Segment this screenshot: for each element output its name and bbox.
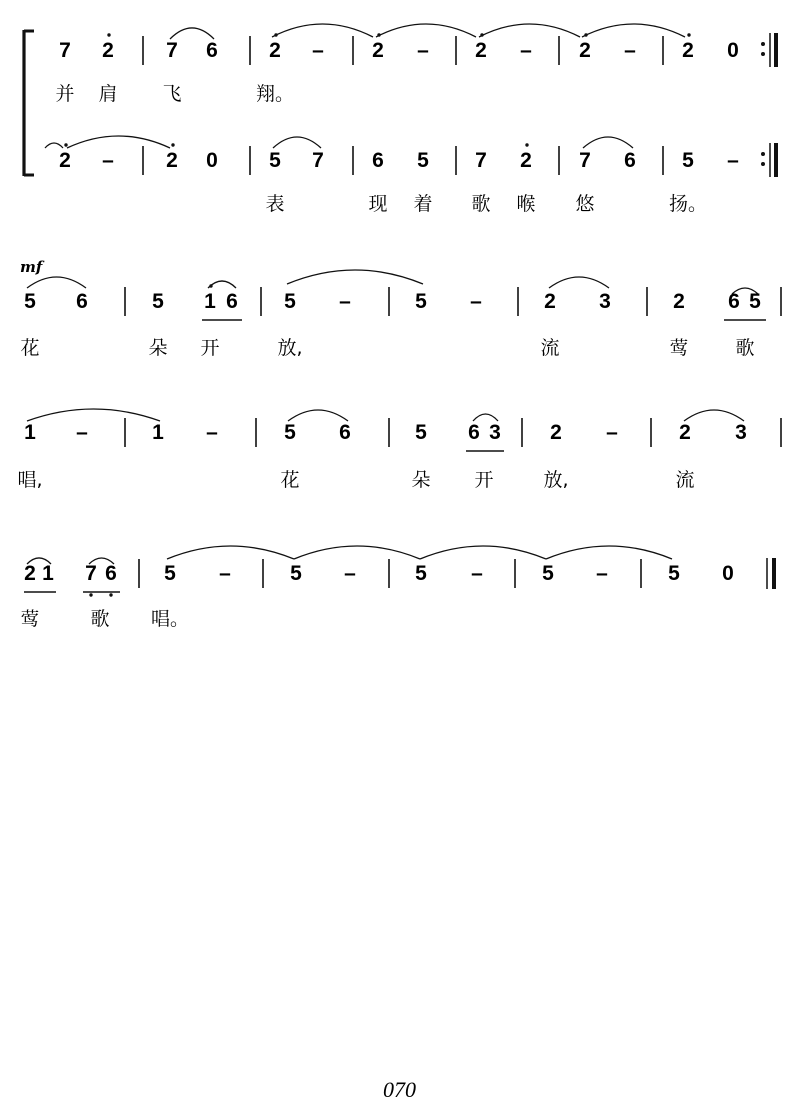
note: – [344, 562, 356, 585]
note: 6 [105, 562, 117, 585]
slur [67, 136, 170, 148]
note: 5 [415, 562, 427, 585]
note: – [417, 39, 429, 62]
note: – [312, 39, 324, 62]
note: 5 [749, 290, 761, 313]
note: 5 [417, 149, 429, 172]
note: 2 [475, 39, 487, 62]
note: 5 [415, 290, 427, 313]
note: 5 [24, 290, 36, 313]
note: 7 [312, 149, 324, 172]
octave-dot-above [274, 33, 277, 36]
note: 6 [468, 421, 480, 444]
note: 5 [284, 290, 296, 313]
note: 5 [682, 149, 694, 172]
note: 3 [599, 290, 611, 313]
slur [583, 137, 633, 148]
note: 1 [42, 562, 54, 585]
note: – [596, 562, 608, 585]
note: 6 [226, 290, 238, 313]
lyric: 表 [265, 193, 285, 215]
note: 2 [679, 421, 691, 444]
lyric: 歌 [735, 337, 755, 359]
note: 5 [542, 562, 554, 585]
slur [273, 137, 321, 148]
octave-dot-above [377, 33, 380, 36]
slur [167, 546, 294, 559]
octave-dot-above [584, 33, 587, 36]
note: 0 [727, 39, 739, 62]
note: 7 [166, 39, 178, 62]
note: 6 [206, 39, 218, 62]
repeat-dot [761, 162, 765, 166]
slur [288, 410, 348, 421]
slur [684, 410, 744, 421]
octave-dot-below [89, 593, 92, 596]
note: 6 [339, 421, 351, 444]
note: 5 [290, 562, 302, 585]
note: 2 [579, 39, 591, 62]
slur [27, 277, 86, 288]
note: 6 [624, 149, 636, 172]
note: – [471, 562, 483, 585]
note: 1 [24, 421, 36, 444]
note: 5 [164, 562, 176, 585]
lyric: 喉 [516, 193, 536, 215]
note: 2 [102, 39, 114, 62]
note: 2 [682, 39, 694, 62]
lyric: 花 [280, 469, 300, 491]
note: – [624, 39, 636, 62]
lyric: 朵 [148, 337, 168, 359]
repeat-dot [761, 42, 765, 46]
lyric: 悠 [575, 193, 595, 215]
note: – [339, 290, 351, 313]
repeat-dot [761, 152, 765, 156]
note: 5 [668, 562, 680, 585]
lyric: 开 [474, 469, 494, 491]
lyric: 花 [20, 337, 40, 359]
lyric: 肩 [98, 83, 118, 105]
note: 0 [722, 562, 734, 585]
note: – [727, 149, 739, 172]
note: 2 [372, 39, 384, 62]
slur [479, 24, 580, 37]
note: 5 [284, 421, 296, 444]
lyric: 流 [675, 469, 695, 491]
note: 5 [269, 149, 281, 172]
note: 3 [489, 421, 501, 444]
note: 1 [152, 421, 164, 444]
note: 2 [166, 149, 178, 172]
staff-structure [24, 24, 776, 592]
slur [549, 277, 609, 288]
page-number: 070 [383, 1077, 416, 1102]
octave-dot-above [64, 143, 67, 146]
octave-dot-above [525, 143, 528, 146]
note: 0 [206, 149, 218, 172]
lyric: 飞 [162, 83, 182, 105]
slur [376, 24, 476, 37]
note: 3 [735, 421, 747, 444]
note: 5 [152, 290, 164, 313]
notes-layer [24, 33, 781, 596]
note: – [76, 421, 88, 444]
octave-dot-above [687, 33, 690, 36]
note: 6 [372, 149, 384, 172]
lyric: 放, [277, 337, 303, 359]
note: 2 [269, 39, 281, 62]
slur [546, 546, 672, 559]
lyric: 莺 [669, 337, 689, 359]
octave-dot-above [480, 33, 483, 36]
lyrics-layer [17, 83, 754, 630]
lyric: 唱, [17, 469, 43, 491]
note: 7 [59, 39, 71, 62]
note: – [206, 421, 218, 444]
lyric: 现 [368, 193, 388, 215]
slur [287, 270, 423, 284]
lyric: 扬。 [668, 193, 708, 215]
note: 2 [550, 421, 562, 444]
octave-dot-above [209, 284, 212, 287]
octave-dot-below [109, 593, 112, 596]
lyric: 唱。 [150, 608, 190, 630]
dynamic-mark-mf: mf [20, 258, 43, 276]
slur [45, 143, 63, 148]
slur [582, 24, 685, 37]
note: 7 [579, 149, 591, 172]
lyric: 流 [540, 337, 560, 359]
octave-dot-above [107, 33, 110, 36]
note: 7 [85, 562, 97, 585]
note: 5 [415, 421, 427, 444]
note: 2 [544, 290, 556, 313]
lyric: 并 [55, 83, 75, 105]
note: – [470, 290, 482, 313]
lyric: 着 [413, 193, 433, 215]
repeat-dot [761, 52, 765, 56]
slur [27, 409, 160, 421]
note: 2 [520, 149, 532, 172]
octave-dot-above [171, 143, 174, 146]
lyric: 翔。 [255, 83, 295, 105]
lyric: 开 [200, 337, 220, 359]
note: 6 [76, 290, 88, 313]
lyric: 歌 [471, 193, 491, 215]
slur [170, 28, 214, 39]
slur [272, 24, 373, 37]
lyric: 放, [543, 469, 569, 491]
lyric: 莺 [20, 608, 40, 630]
slur [473, 414, 498, 421]
note: – [219, 562, 231, 585]
note: – [606, 421, 618, 444]
note: 2 [673, 290, 685, 313]
slur [420, 546, 546, 559]
note: 2 [24, 562, 36, 585]
lyric: 歌 [90, 608, 110, 630]
note: 6 [728, 290, 740, 313]
note: 1 [204, 290, 216, 313]
lyric: 朵 [411, 469, 431, 491]
note: – [520, 39, 532, 62]
note: 7 [475, 149, 487, 172]
note: – [102, 149, 114, 172]
slur [294, 546, 420, 559]
note: 2 [59, 149, 71, 172]
